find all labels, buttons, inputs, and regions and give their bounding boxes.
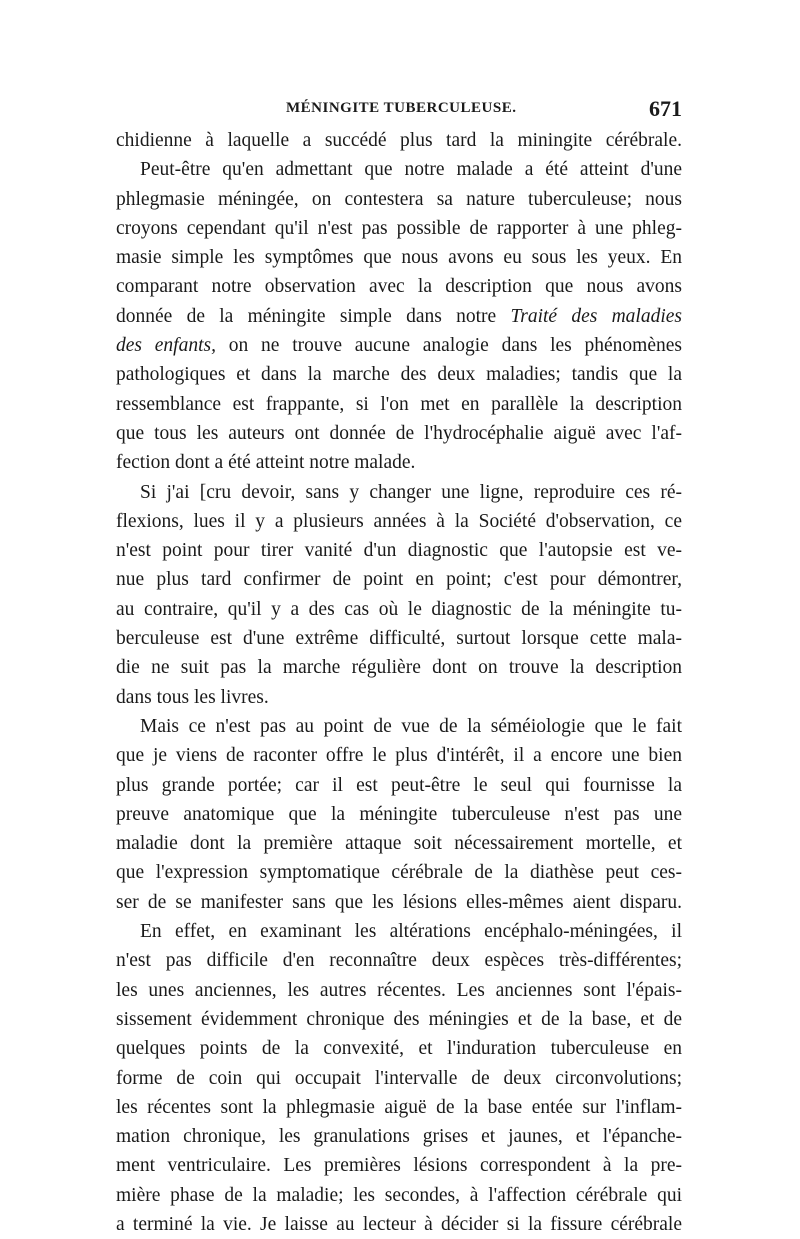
text-line: chidienne à laquelle a succédé plus tard la miningite cérébrale. xyxy=(116,130,682,151)
text-line: sissement évidemment chronique des méningies et de la base, et de xyxy=(116,1008,682,1030)
text-segment: donnée de la méningite simple dans notre xyxy=(116,305,497,327)
text-line: die ne suit pas la marche régulière dont on trouve la description xyxy=(116,657,682,679)
paragraph-last-line: dans tous les livres. xyxy=(116,686,269,708)
text-line: berculeuse est d'une extrême difficulté, surtout lorsque cette mala- xyxy=(116,628,682,650)
text-line: que je viens de raconter offre le plus d'intérêt, il a encore une bien xyxy=(116,745,682,767)
text-line xyxy=(116,302,682,331)
paragraph-last-line: fection dont a été atteint notre malade. xyxy=(116,452,416,474)
text-line: plus grande portée; car il est peut-être le seul qui fournisse la xyxy=(116,774,682,796)
text-line: ment ventriculaire. Les premières lésions correspondent à la pre- xyxy=(116,1155,682,1177)
text-line: mière phase de la maladie; les secondes, à l'affection cérébrale qui xyxy=(116,1184,682,1206)
paragraph-first-line: Peut-être qu'en admettant que notre malade a été atteint d'une xyxy=(140,159,682,181)
text-line: pathologiques et dans la marche des deux maladies; tandis que la xyxy=(116,364,682,386)
text-line: forme de coin qui occupait l'intervalle de deux circonvolutions; xyxy=(116,1067,682,1089)
text-line: flexions, lues il y a plusieurs années à la Société d'observation, ce xyxy=(116,510,682,532)
text-line xyxy=(116,331,682,360)
text-segment: on ne trouve aucune analogie dans les phénomènes xyxy=(228,335,682,357)
text-line: les unes anciennes, les autres récentes. Les anciennes sont l'épais- xyxy=(116,979,682,1001)
paragraph-first-line: En effet, en examinant les altérations encéphalo-méningées, il xyxy=(140,921,682,943)
text-line: nue plus tard confirmer de point en point; c'est pour démontrer, xyxy=(116,569,682,591)
text-line: quelques points de la convexité, et l'induration tuberculeuse en xyxy=(116,1038,682,1060)
text-line: n'est pas difficile d'en reconnaître deux espèces très-différentes; xyxy=(116,950,682,972)
text-line: maladie dont la première attaque soit nécessairement mortelle, et xyxy=(116,833,682,855)
body-text xyxy=(116,126,682,1239)
book-title-italic: des enfants, xyxy=(116,335,216,357)
text-line: preuve anatomique que la méningite tuberculeuse n'est pas une xyxy=(116,803,682,825)
text-line: comparant notre observation avec la description que nous avons xyxy=(116,276,682,298)
paragraph-first-line: Si j'ai [cru devoir, sans y changer une ligne, reproduire ces ré- xyxy=(140,481,682,503)
text-line: ressemblance est frappante, si l'on met en parallèle la description xyxy=(116,393,682,415)
text-line: au contraire, qu'il y a des cas où le diagnostic de la méningite tu- xyxy=(116,598,682,620)
text-line: croyons cependant qu'il n'est pas possible de rapporter à une phleg- xyxy=(116,217,682,239)
text-line: n'est point pour tirer vanité d'un diagnostic que l'autopsie est ve- xyxy=(116,540,682,562)
page-number: 671 xyxy=(649,96,682,121)
running-title: MÉNINGITE TUBERCULEUSE. xyxy=(286,100,517,116)
text-line: phlegmasie méningée, on contestera sa nature tuberculeuse; nous xyxy=(116,188,682,210)
text-line: mation chronique, les granulations grises et jaunes, et l'épanche- xyxy=(116,1126,682,1148)
book-title-italic: Traité des maladies xyxy=(510,305,683,327)
paragraph-first-line: Mais ce n'est pas au point de vue de la séméiologie que le fait xyxy=(140,715,682,737)
text-line: que tous les auteurs ont donnée de l'hydrocéphalie aiguë avec l'af- xyxy=(116,422,682,444)
text-line: masie simple les symptômes que nous avons eu sous les yeux. En xyxy=(116,247,682,269)
text-line: les récentes sont la phlegmasie aiguë de la base entée sur l'inflam- xyxy=(116,1096,682,1118)
page-header xyxy=(116,96,682,126)
text-line: a terminé la vie. Je laisse au lecteur à décider si la fissure cérébrale xyxy=(116,1213,682,1235)
text-line: que l'expression symptomatique cérébrale de la diathèse peut ces- xyxy=(116,862,682,884)
paragraph-last-line: ser de se manifester sans que les lésions elles-mêmes aient disparu. xyxy=(116,891,682,913)
